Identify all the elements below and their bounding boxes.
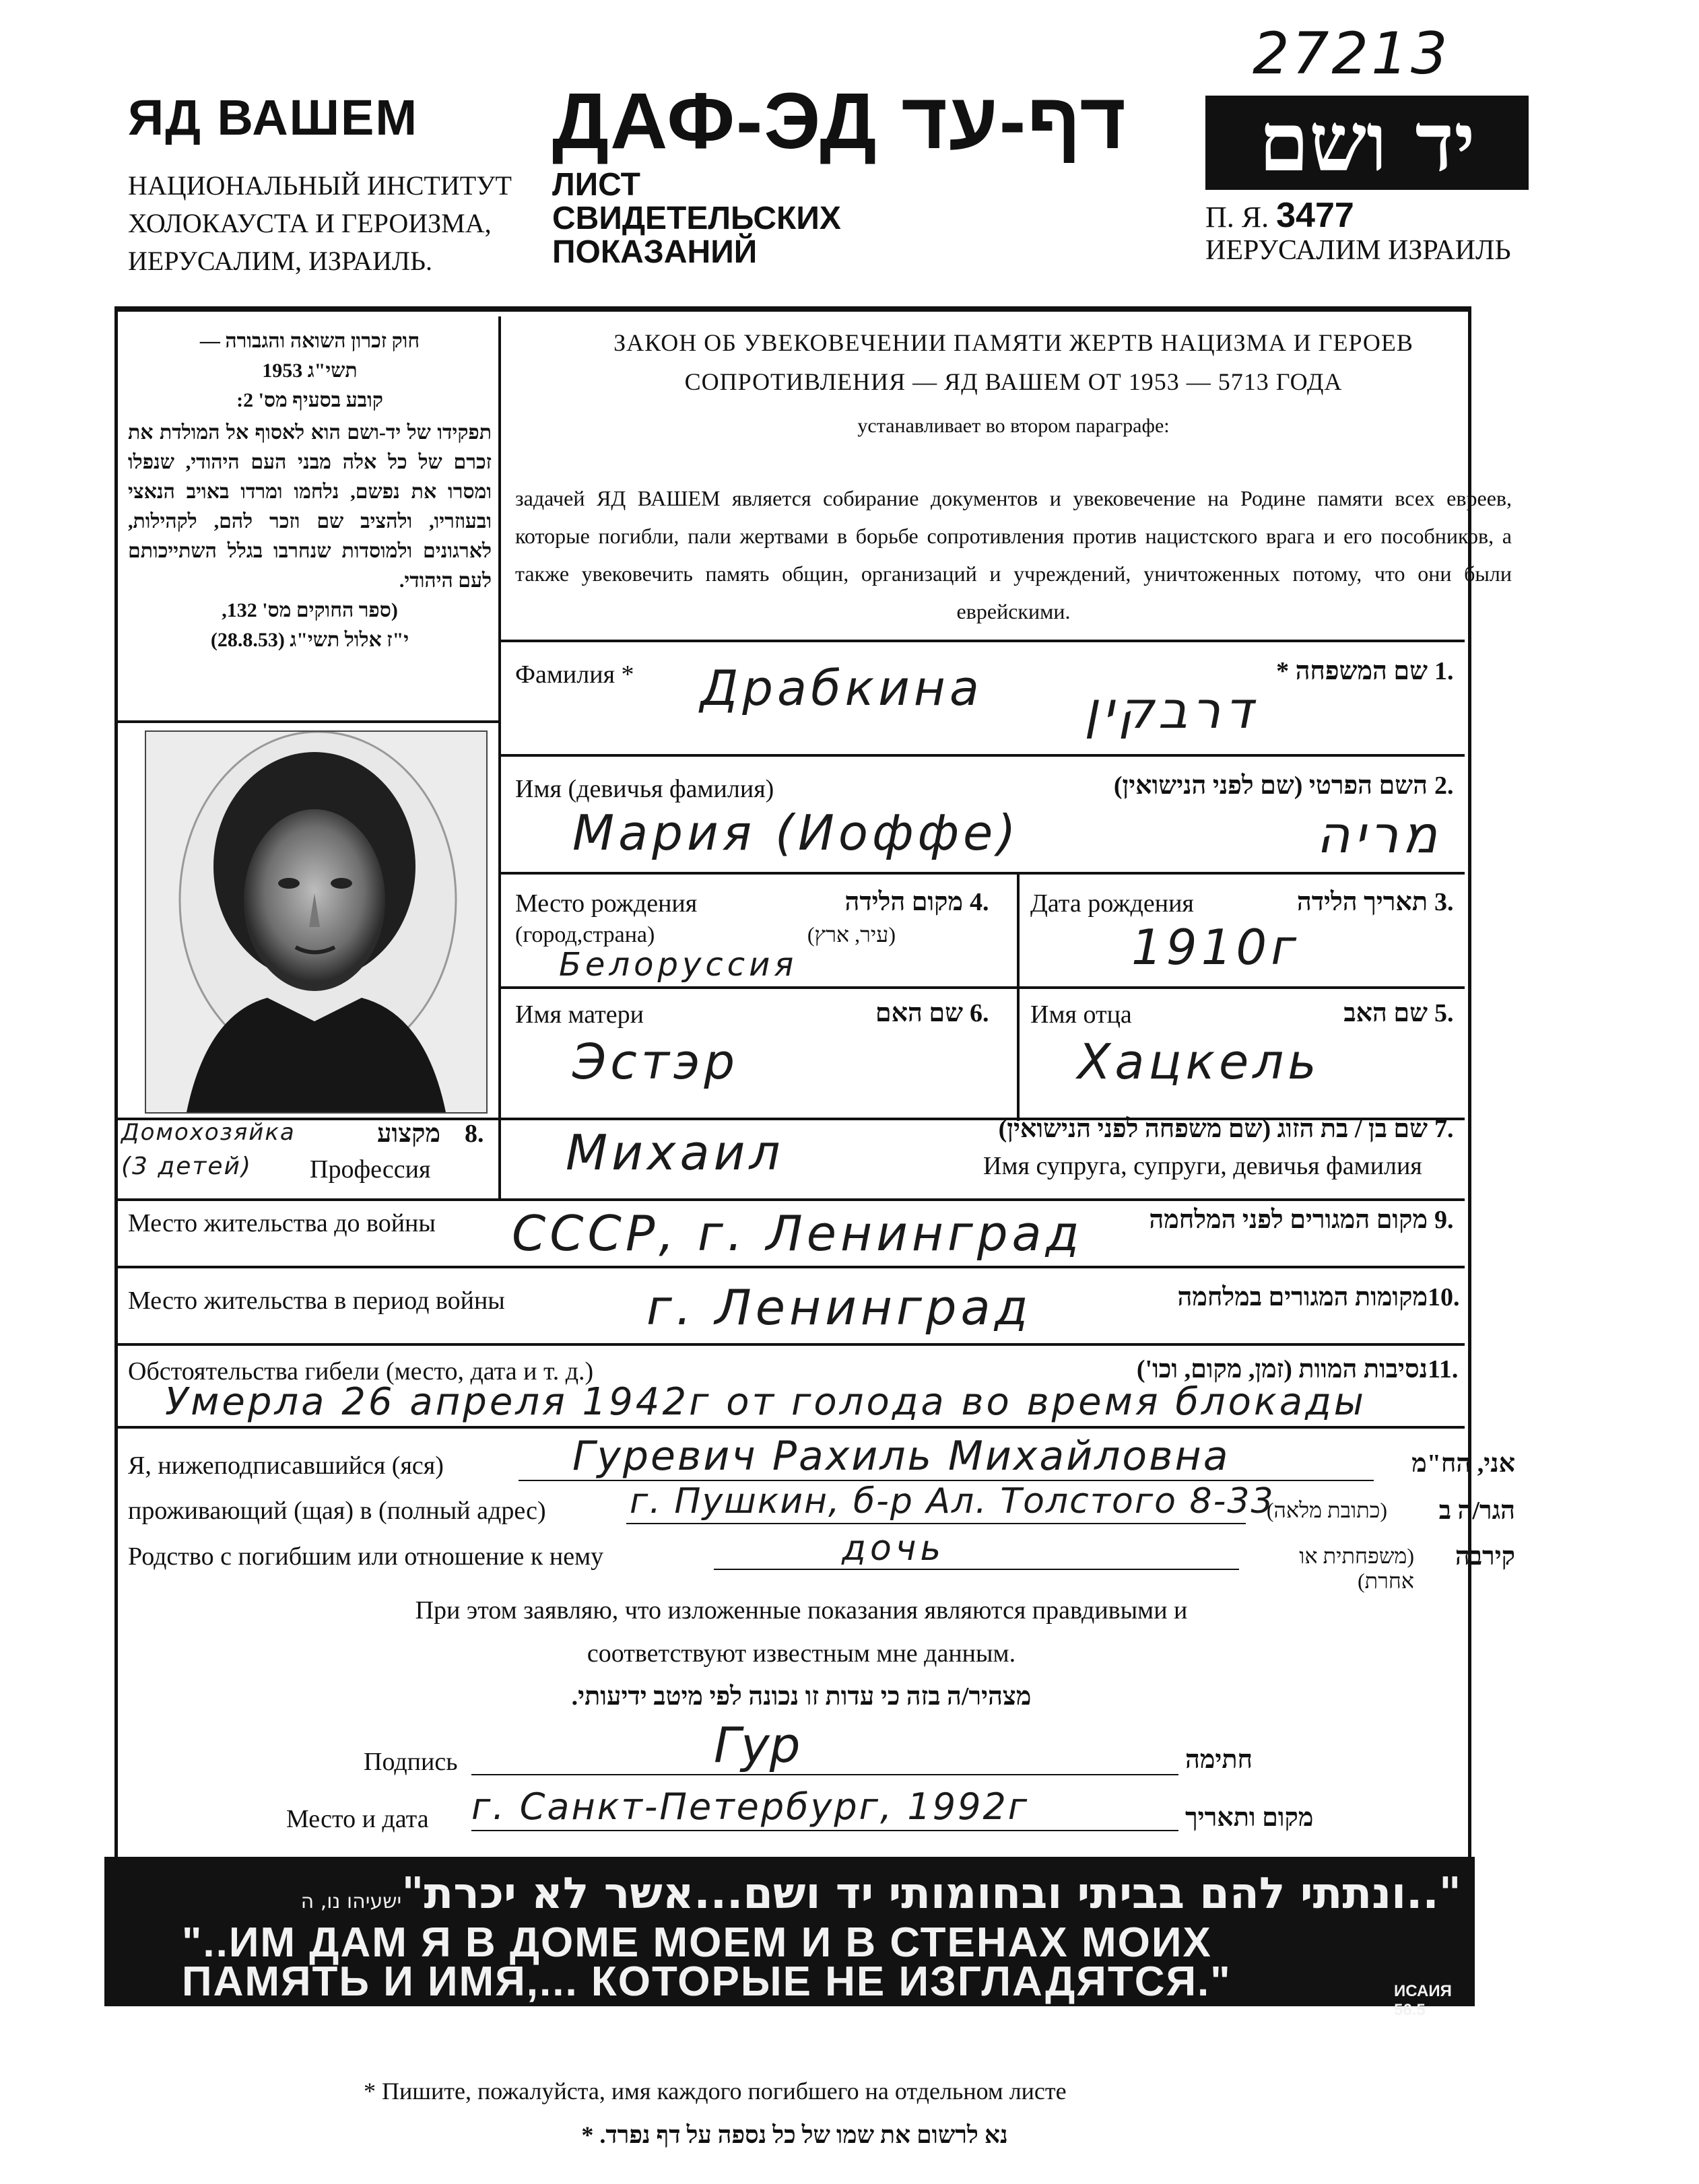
signature-label: Подпись xyxy=(364,1748,458,1776)
place-date-label: Место и дата xyxy=(286,1805,429,1833)
signature-value[interactable]: Гур xyxy=(714,1717,801,1773)
underline xyxy=(471,1830,1178,1831)
death-circumstances-heb-label: נסיבות המוות (זמן, מקום, וכו') xyxy=(1136,1355,1428,1384)
mother-name-label: Имя матери xyxy=(515,1000,644,1029)
list-title xyxy=(552,168,841,269)
declaration-statement xyxy=(128,1589,1475,1718)
birthdate-heb-label: תאריך הלידה xyxy=(1296,888,1428,916)
law-heading-line1: ЗАКОН ОБ УВЕКОВЕЧЕНИИ ПАМЯТИ ЖЕРТВ НАЦИЗМА И ГЕРОЕВ xyxy=(613,329,1413,356)
statement-heb: מצהיר/ה בזה כי עדות זו נכונה לפי מיטב ידיעותי. xyxy=(571,1682,1032,1711)
hebrew-law-box xyxy=(128,327,492,655)
declarant-value[interactable]: Гуревич Рахиль Михайловна xyxy=(572,1433,1230,1480)
banner-hebrew-ref: ישעיהו נו, ה xyxy=(300,1890,402,1913)
po-number: 3477 xyxy=(1276,196,1354,235)
divider xyxy=(114,1266,1465,1268)
institute-name: НАЦИОНАЛЬНЫЙ ИНСТИТУТ ХОЛОКАУСТА И ГЕРОИЗМА, ИЕРУСАЛИМ, ИЗРАИЛЬ. xyxy=(128,170,512,276)
mother-name-value[interactable]: Эстэр xyxy=(572,1033,739,1090)
wartime-residence-num: 10. xyxy=(1428,1283,1460,1311)
divider xyxy=(498,986,1465,989)
birthdate-label: Дата рождения xyxy=(1030,889,1194,918)
address-heb-label: הגר/ה ב xyxy=(1438,1497,1515,1525)
hebrew-law-year: 1953 xyxy=(262,360,303,382)
law-body: задачей ЯД ВАШЕМ является собирание документов и увековечение на Родине памяти всех евреев, которые погибли, пали жертвами в борьбе сопротивления против нацистского врага и его пособников, а также увековечить память общин, организаций и учреждений, уничтоженных потому, что они были еврейскими. xyxy=(515,486,1512,623)
birthplace-label: Место рождения xyxy=(515,889,698,918)
place-date-value[interactable]: г. Санкт-Петербург, 1992г xyxy=(471,1785,1030,1828)
birthplace-heb-sub: (עיר, ארץ) xyxy=(807,922,896,947)
list-title-line1: ЛИСТ xyxy=(552,167,640,203)
list-title-line3: ПОКАЗАНИЙ xyxy=(552,234,758,270)
hebrew-law-body: תפקידו של יד-ושם הוא לאסוף אל המולדת את זכרם של כל אלה מבני העם היהודי, שנפלו ומסרו את נפשם, נלחמו ומרדו באויב הנאצי ובעוזריו, ולהציב שם וזכר להם, לקהילות, לארגונים ולמוסדות שנחרבו בגלל השתייכותם לעם היהודי. xyxy=(128,421,492,592)
law-heading xyxy=(512,323,1515,446)
profession-heb-label: מקצוע xyxy=(377,1120,440,1148)
profession-value[interactable]: Домохозяйка xyxy=(121,1119,296,1146)
address-heb-sub: (כתובת מלאה) xyxy=(1266,1498,1387,1522)
spouse-value[interactable]: Михаил xyxy=(566,1124,785,1181)
divider xyxy=(1017,872,1020,1121)
divider xyxy=(498,640,1465,642)
underline xyxy=(471,1774,1178,1775)
birthplace-heb-label: מקום הלידה xyxy=(844,888,963,916)
spouse-heb-label: שם בן / בת הזוג (שם משפחה לפני הנישואין) xyxy=(998,1115,1428,1143)
mother-name-num: 6. xyxy=(970,999,989,1027)
father-name-num: 5. xyxy=(1434,999,1454,1027)
spouse-num: 7. xyxy=(1434,1115,1454,1143)
surname-heb-label: שם המשפחה * xyxy=(1276,657,1428,685)
po-box xyxy=(1205,195,1354,236)
first-name-heb-value[interactable]: מריה xyxy=(1317,805,1442,864)
prewar-residence-value[interactable]: СССР, г. Ленинград xyxy=(512,1205,1084,1262)
hebrew-law-year-heb: תשי"ג xyxy=(307,360,358,382)
footer-note-he: נא לרשום את שמו של כל נספה על דף נפרד. * xyxy=(581,2121,1008,2148)
profession-num: 8. xyxy=(465,1120,484,1148)
father-name-label: Имя отца xyxy=(1030,1000,1132,1029)
divider xyxy=(498,754,1465,757)
profession-value2[interactable]: (3 детей) xyxy=(121,1153,252,1180)
first-name-heb-label: השם הפרטי (שם לפני הנישואין) xyxy=(1113,772,1428,800)
wartime-residence-label: Место жительства в период войны xyxy=(128,1287,505,1315)
spouse-label: Имя супруга, супруги, девичья фамилия xyxy=(983,1152,1422,1180)
surname-num: 1. xyxy=(1434,657,1454,685)
mother-name-heb-label: שם האם xyxy=(875,999,963,1027)
declarant-heb-label: אני, הח"מ xyxy=(1411,1449,1515,1478)
portrait-image xyxy=(146,732,486,1112)
surname-heb-value[interactable]: דרבקין xyxy=(1084,680,1257,740)
divider xyxy=(498,1118,501,1198)
underline xyxy=(714,1569,1239,1570)
hebrew-law-date: י"ז אלול תשי"ג (28.8.53) xyxy=(210,629,409,651)
place-date-heb-label: מקום ותאריך xyxy=(1185,1804,1314,1832)
birthplace-sublabel: (город,страна) xyxy=(515,922,655,947)
surname-label: Фамилия * xyxy=(515,660,634,689)
wartime-residence-heb-label: מקומות המגורים במלחמה xyxy=(1177,1283,1428,1311)
quote-banner xyxy=(104,1857,1475,2019)
relation-label: Родство с погибшим или отношение к нему xyxy=(128,1542,604,1571)
underline xyxy=(626,1523,1246,1524)
first-name-value[interactable]: Мария (Иоффе) xyxy=(572,805,1020,861)
relation-heb-sub: (משפחתית או אחרת) xyxy=(1299,1544,1414,1593)
hebrew-law-title: חוק זכרון השואה והגבורה — xyxy=(199,330,420,352)
statement-line2: соответствуют известным мне данным. xyxy=(587,1639,1016,1668)
daf-ed-title: ДАФ-ЭД דף-עד xyxy=(552,77,1127,166)
yad-vashem-logo: יד ושם xyxy=(1205,96,1529,190)
profession-label: Профессия xyxy=(310,1155,431,1184)
footer-note-ru: * Пишите, пожалуйста, имя каждого погибшего на отдельном листе xyxy=(364,2078,1067,2105)
death-circumstances-value[interactable]: Умерла 26 апреля 1942г от голода во время блокады xyxy=(165,1380,1367,1424)
father-name-value[interactable]: Хацкель xyxy=(1077,1033,1321,1090)
declarant-label: Я, нижеподписавшийся (яся) xyxy=(128,1452,444,1480)
yad-vashem-title: ЯД ВАШЕМ xyxy=(128,90,419,145)
banner-ru-line2: ПАМЯТЬ И ИМЯ,... КОТОРЫЕ НЕ ИЗГЛАДЯТСЯ." xyxy=(182,1958,1232,2005)
divider xyxy=(114,720,498,723)
hebrew-law-clause: קובע בסעיף מס' 2: xyxy=(236,389,383,411)
birthplace-value[interactable]: Белоруссия xyxy=(559,946,798,984)
banner-ref: ИСАИЯ 56.5 xyxy=(1394,1982,1452,2019)
divider xyxy=(114,1343,1465,1346)
law-heading-line3: устанавливает во втором параграфе: xyxy=(857,415,1170,437)
banner-ru-line1: "..ИМ ДАМ Я В ДОМЕ МОЕМ И В СТЕНАХ МОИХ xyxy=(182,1919,1212,1966)
address-label: проживающий (щая) в (полный адрес) xyxy=(128,1497,546,1525)
statement-line1: При этом заявляю, что изложенные показания являются правдивыми и xyxy=(415,1596,1188,1625)
victim-photo xyxy=(145,730,488,1114)
birthplace-num: 4. xyxy=(970,888,989,916)
prewar-residence-label: Место жительства до войны xyxy=(128,1209,436,1237)
birthdate-value[interactable]: 1910г xyxy=(1131,919,1301,976)
first-name-label: Имя (девичья фамилия) xyxy=(515,775,774,803)
death-circumstances-label: Обстоятельства гибели (место, дата и т. д.) xyxy=(128,1357,594,1386)
birthdate-num: 3. xyxy=(1434,888,1454,916)
prewar-residence-num: 9. xyxy=(1434,1206,1454,1234)
divider xyxy=(114,1198,1465,1201)
wartime-residence-value[interactable]: г. Ленинград xyxy=(646,1279,1032,1336)
law-heading-line2: СОПРОТИВЛЕНИЯ — ЯД ВАШЕМ ОТ 1953 — 5713 ГОДА xyxy=(684,368,1343,395)
first-name-num: 2. xyxy=(1434,772,1454,800)
divider xyxy=(114,1426,1465,1429)
hebrew-law-source: (ספר החוקים מס' 132, xyxy=(222,599,398,621)
po-label: П. Я. xyxy=(1205,201,1269,234)
list-title-line2: СВИДЕТЕЛЬСКИХ xyxy=(552,201,841,236)
city: ИЕРУСАЛИМ ИЗРАИЛЬ xyxy=(1205,235,1511,266)
relation-heb-label: קירבה xyxy=(1455,1542,1515,1571)
address-value[interactable]: г. Пушкин, б-р Ал. Толстого 8-33 xyxy=(630,1481,1275,1522)
death-circumstances-num: 11. xyxy=(1428,1355,1459,1384)
divider xyxy=(498,316,501,1118)
father-name-heb-label: שם האב xyxy=(1343,999,1428,1027)
signature-heb-label: חתימה xyxy=(1185,1746,1253,1774)
divider xyxy=(498,872,1465,875)
stamp-number: 27213 xyxy=(1253,20,1451,88)
prewar-residence-heb-label: מקום המגורים לפני המלחמה xyxy=(1149,1206,1428,1234)
banner-hebrew-quote xyxy=(253,1869,1461,1919)
relation-value[interactable]: дочь xyxy=(842,1528,945,1569)
surname-value[interactable]: Драбкина xyxy=(700,660,983,716)
banner-hebrew-text: "..ונתתי להם בביתי ובחומותי יד ושם...אשר לא יכרת" xyxy=(401,1869,1461,1919)
